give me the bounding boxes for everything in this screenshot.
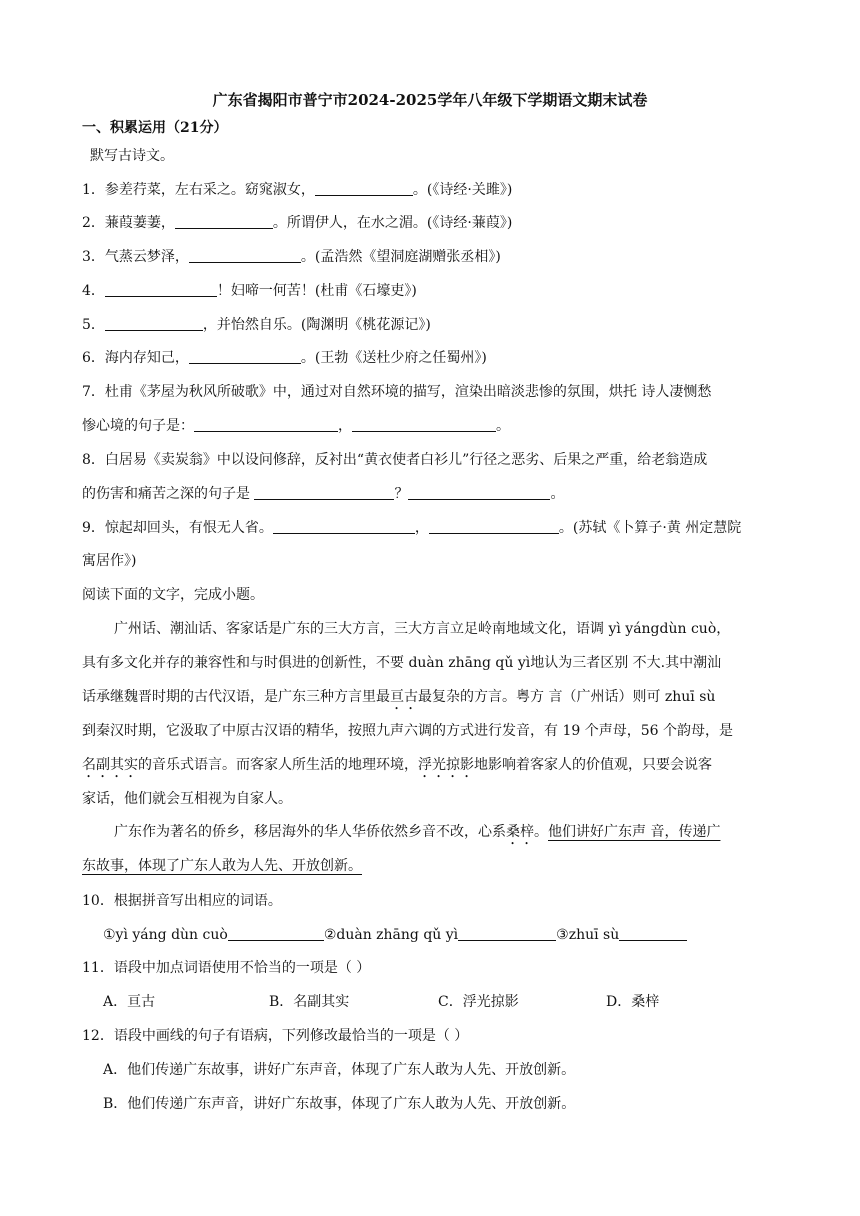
answer-blank[interactable]: [408, 484, 550, 500]
option-b[interactable]: B．名副其实: [269, 994, 350, 1010]
exam-title: 广东省揭阳市普宁市2024-2025学年八年级下学期语文期末试卷: [212, 91, 648, 109]
underlined-sentence: 东故事，体现了广东人敢为人先、开放创新。: [82, 858, 362, 874]
q4-text: 4．: [82, 283, 105, 299]
question-4: [82, 281, 417, 301]
answer-blank[interactable]: [105, 281, 217, 297]
q8-separator: ？: [394, 486, 409, 502]
option-c[interactable]: C．浮光掠影: [438, 994, 519, 1010]
question-9-line2: 寓居作》): [82, 553, 137, 569]
question-11-stem: 11．语段中加点词语使用不恰当的一项是（ ）: [82, 960, 371, 976]
passage-line: [82, 856, 362, 876]
answer-blank[interactable]: [429, 518, 559, 534]
q3-source: 。(孟浩然《望洞庭湖赠张丞相》): [300, 249, 501, 265]
question-5: [82, 315, 431, 335]
answer-blank[interactable]: [105, 315, 203, 331]
q7-text: 惨心境的句子是：: [82, 418, 194, 434]
passage-text: 地影响着客家人的价值观，只要会说客: [474, 757, 712, 773]
question-8-line1: 8．白居易《卖炭翁》中以设问修辞，反衬出“黄衣使者白衫儿”行径之恶劣、后果之严重，给老翁造成: [82, 452, 708, 468]
q5-source: ，并怡然自乐。(陶渊明《桃花源记》): [202, 317, 431, 333]
passage-line: 到秦汉时期，它汲取了中原古汉语的精华，按照九声六调的方式进行发音，有 19 个声母，56 个韵母，是: [82, 723, 733, 739]
passage-text: 广东作为著名的侨乡，移居海外的华人华侨依然乡音不改，心系: [114, 824, 506, 840]
question-10-items: [103, 925, 687, 945]
section-heading: 一、积累运用（21分）: [82, 120, 228, 136]
passage-text: 的音乐式语言。而客家人所生活的地理环境，: [138, 757, 418, 773]
pinyin-c: ③zhuī sù: [556, 927, 620, 943]
passage-line: [82, 687, 715, 713]
q8-end: 。: [550, 486, 565, 502]
q1-source: 。(《诗经·关雎》): [412, 182, 513, 198]
option-a[interactable]: A．亘古: [103, 994, 156, 1010]
answer-blank[interactable]: [458, 925, 556, 941]
question-9-line1: [82, 518, 741, 538]
question-8-line2: [82, 484, 564, 504]
q9-source: 。(苏轼《卜算子·黄 州定慧院: [558, 520, 742, 536]
answer-blank[interactable]: [189, 348, 301, 364]
q5-text: 5．: [82, 317, 105, 333]
question-7-line1: 7．杜甫《茅屋为秋风所破歌》中，通过对自然环境的描写，渲染出暗淡悲惨的氛围，烘托 诗人凄恻愁: [82, 384, 712, 400]
q4-source: ！妇啼一何苦！(杜甫《石壕吏》): [216, 283, 417, 299]
q7-separator: ，: [338, 418, 352, 434]
reading-instruction: 阅读下面的文字，完成小题。: [82, 587, 264, 603]
q8-text: 的伤害和痛苦之深的句子是: [82, 486, 255, 502]
answer-blank[interactable]: [273, 518, 415, 534]
answer-blank[interactable]: [194, 416, 338, 432]
question-12-stem: 12．语段中画线的句子有语病，下列修改最恰当的一项是（ ）: [82, 1028, 469, 1044]
q3-text: 3．气蒸云梦泽，: [82, 249, 189, 265]
answer-blank[interactable]: [315, 180, 413, 196]
passage-line: [82, 755, 712, 781]
answer-blank[interactable]: [189, 247, 301, 263]
passage-text: 最复杂的方言。粤方 言（广州话）则可 zhuī sù: [418, 689, 716, 705]
answer-blank[interactable]: [619, 925, 687, 941]
question-7-line2: [82, 416, 510, 436]
dotted-word-sangzi: 桑梓: [506, 824, 534, 840]
pinyin-a: ①yì yáng dùn cuò: [103, 927, 228, 943]
instruction-text: 默写古诗文。: [90, 148, 174, 164]
passage-line: 广州话、潮汕话、客家话是广东的三大方言，三大方言立足岭南地域文化，语调 yì yángdùn cuò，: [114, 621, 731, 637]
dotted-word-gengu: 亘古: [390, 689, 418, 705]
q7-end: 。: [496, 418, 510, 434]
question-2: [82, 213, 512, 233]
passage-line: 具有多文化并存的兼容性和与时俱进的创新性，不要 duàn zhāng qǔ yì地认为三者区别 不大.其中潮汕: [82, 655, 722, 671]
passage-line: [114, 822, 720, 848]
q1-text: 1．参差荇菜，左右采之。窈窕淑女，: [82, 182, 315, 198]
q9-separator: ，: [414, 520, 429, 536]
question-6: [82, 348, 487, 368]
dotted-word-mingfuqishi: 名副其实: [82, 757, 138, 773]
option-d[interactable]: D．桑梓: [606, 994, 660, 1010]
q6-source: 。(王勃《送杜少府之任蜀州》): [300, 350, 487, 366]
q2-source: 。所谓伊人，在水之湄。(《诗经·蒹葭》): [272, 215, 513, 231]
passage-text: 话承继魏晋时期的古代汉语，是广东三种方言里最: [82, 689, 390, 705]
q2-text: 2．蒹葭萋萋，: [82, 215, 175, 231]
underlined-sentence: 他们讲好广东声 音，传递广: [548, 824, 721, 840]
answer-blank[interactable]: [352, 416, 496, 432]
q9-text: 9．惊起却回头，有恨无人省。: [82, 520, 273, 536]
answer-blank[interactable]: [175, 213, 273, 229]
question-1: [82, 180, 512, 200]
passage-line: 家话，他们就会互相视为自家人。: [82, 791, 292, 807]
answer-blank[interactable]: [254, 484, 394, 500]
dotted-word-fuguanglueying: 浮光掠影: [418, 757, 474, 773]
passage-text: 。: [534, 824, 548, 840]
pinyin-b: ②duàn zhāng qǔ yì: [323, 927, 459, 943]
option-a[interactable]: A．他们传递广东故事，讲好广东声音，体现了广东人敢为人先、开放创新。: [103, 1062, 576, 1078]
q6-text: 6．海内存知己，: [82, 350, 189, 366]
answer-blank[interactable]: [228, 925, 324, 941]
option-b[interactable]: B．他们传递广东声音，讲好广东故事，体现了广东人敢为人先、开放创新。: [103, 1096, 576, 1112]
question-3: [82, 247, 501, 267]
question-10-stem: 10．根据拼音写出相应的词语。: [82, 893, 282, 909]
